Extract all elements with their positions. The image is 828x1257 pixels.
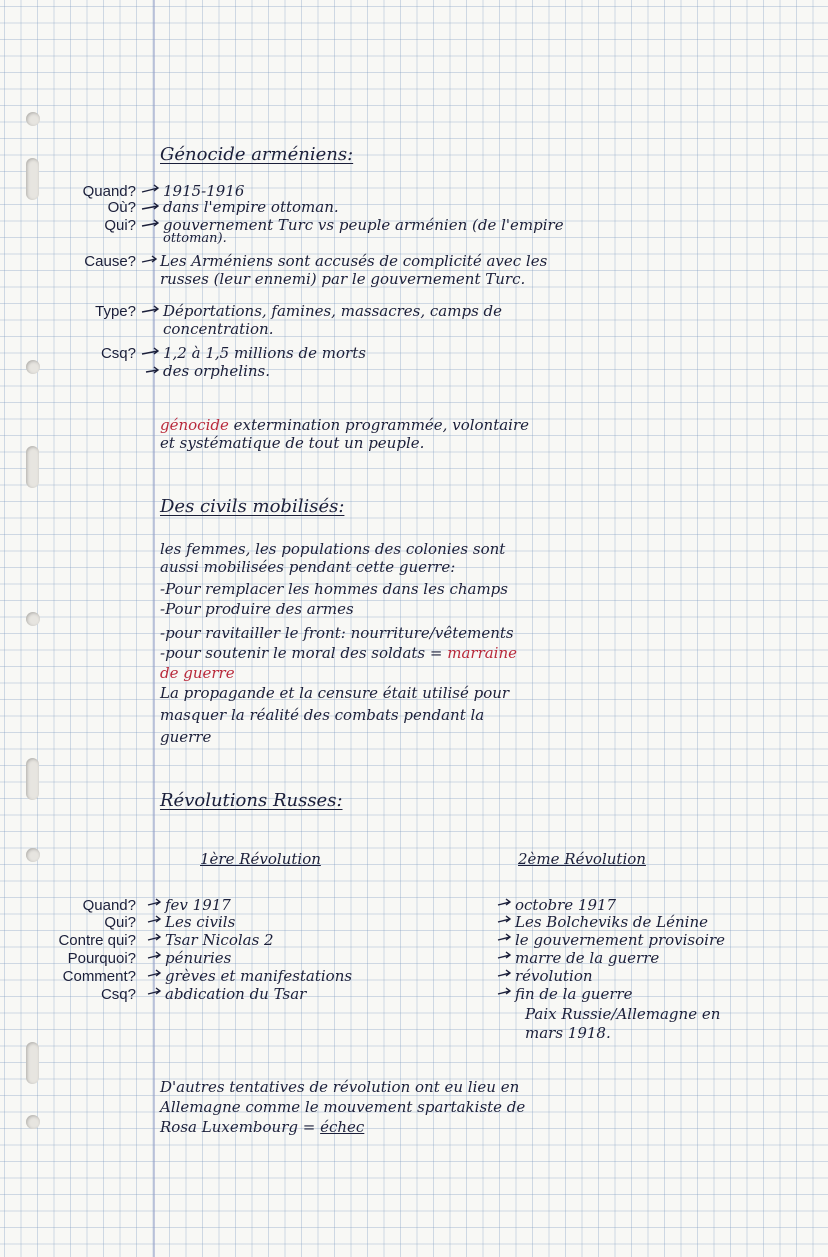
answer-text-cont: des orphelins. <box>163 362 271 380</box>
question-label: Où? <box>107 199 136 216</box>
answer-text-cont: ottoman). <box>163 231 227 246</box>
second-revolution-extra: Paix Russie/Allemagne en <box>525 1005 721 1023</box>
first-revolution-answer: abdication du Tsar <box>165 985 307 1003</box>
first-revolution-answer: Les civils <box>165 913 236 931</box>
question-label: Cause? <box>84 253 136 270</box>
second-revolution-answer: Les Bolcheviks de Lénine <box>515 913 709 931</box>
other-revolutions-line: D'autres tentatives de révolution ont eu lieu en <box>160 1078 520 1096</box>
second-revolution-answer: marre de la guerre <box>515 949 660 967</box>
propaganda-line: masquer la réalité des combats pendant la <box>160 706 485 724</box>
question-label: Csq? <box>100 345 136 362</box>
first-revolution-answer: pénuries <box>165 949 232 967</box>
question-label: Comment? <box>62 968 136 985</box>
definition-term: génocide <box>160 416 229 434</box>
second-revolution-answer: fin de la guerre <box>515 985 633 1003</box>
civils-line: les femmes, les populations des colonies sont <box>160 540 506 558</box>
column-title-first: 1ère Révolution <box>200 850 321 868</box>
civils-line: aussi mobilisées pendant cette guerre: <box>160 558 456 576</box>
question-label: Qui? <box>104 217 136 234</box>
question-label: Pourquoi? <box>67 950 136 967</box>
answer-text-cont: russes (leur ennemi) par le gouvernement Turc. <box>160 270 526 288</box>
result-term: échec <box>320 1118 365 1136</box>
civils-line: -pour soutenir le moral des soldats = <box>160 644 443 662</box>
question-label: Type? <box>95 303 136 320</box>
question-label: Csq? <box>100 986 136 1003</box>
answer-text: gouvernement Turc vs peuple arménien (de l'empire <box>163 216 564 234</box>
civils-line: -Pour remplacer les hommes dans les champs <box>160 580 508 598</box>
propaganda-line: La propagande et la censure était utilisé pour <box>160 684 510 702</box>
question-label: Contre qui? <box>58 932 136 949</box>
answer-text: 1,2 à 1,5 millions de morts <box>163 344 366 362</box>
definition-text-cont: et systématique de tout un peuple. <box>160 434 425 452</box>
answer-text: dans l'empire ottoman. <box>163 198 339 216</box>
column-title-second: 2ème Révolution <box>518 850 646 868</box>
question-label: Quand? <box>82 897 136 914</box>
section-title-genocide: Génocide arméniens: <box>160 144 354 165</box>
answer-text: 1915-1916 <box>163 182 245 200</box>
section-title-revolutions: Révolutions Russes: <box>160 790 343 811</box>
first-revolution-answer: grèves et manifestations <box>165 967 353 985</box>
second-revolution-answer: révolution <box>515 967 593 985</box>
answer-text-cont: concentration. <box>163 320 274 338</box>
propaganda-line: guerre <box>160 728 212 746</box>
answer-text: Les Arméniens sont accusés de complicité avec les <box>160 252 548 270</box>
section-title-civils: Des civils mobilisés: <box>160 496 345 517</box>
first-revolution-answer: Tsar Nicolas 2 <box>165 931 274 949</box>
first-revolution-answer: fev 1917 <box>165 896 231 914</box>
second-revolution-answer: le gouvernement provisoire <box>515 931 725 949</box>
civils-line: -pour ravitailler le front: nourriture/vêtements <box>160 624 514 642</box>
answer-text: Déportations, famines, massacres, camps de <box>163 302 503 320</box>
second-revolution-answer: octobre 1917 <box>515 896 617 914</box>
other-revolutions-line: Rosa Luxembourg = <box>160 1118 316 1136</box>
other-revolutions-line: Allemagne comme le mouvement spartakiste de <box>160 1098 526 1116</box>
definition-text: extermination programmée, volontaire <box>233 416 530 434</box>
marraine-term-cont: de guerre <box>160 664 235 682</box>
arrow-icon <box>142 182 510 994</box>
marraine-term: marraine <box>447 644 518 662</box>
second-revolution-extra: mars 1918. <box>525 1024 611 1042</box>
civils-line: -Pour produire des armes <box>160 600 354 618</box>
question-label: Qui? <box>104 914 136 931</box>
question-label: Quand? <box>82 183 136 200</box>
